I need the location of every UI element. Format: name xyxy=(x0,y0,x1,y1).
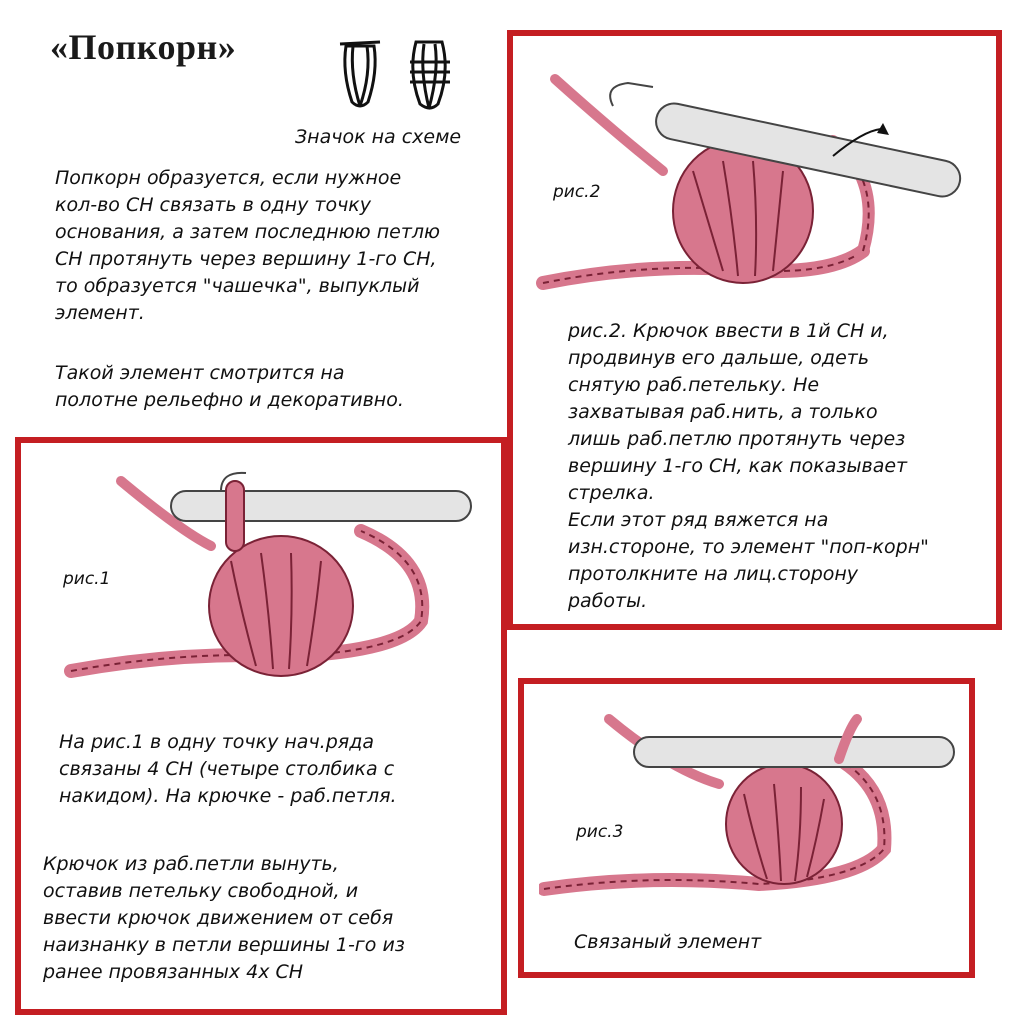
figure-3-panel xyxy=(518,678,975,978)
symbol-caption: Значок на схеме xyxy=(295,126,462,148)
figure-2-panel xyxy=(507,30,1002,630)
figure-3-label: рис.3 xyxy=(576,822,624,842)
figure-1-text: На рис.1 в одну точку нач.ряда связаны 4 СН (четыре столбика с накидом). На крючке - раб.петля. xyxy=(59,731,397,807)
intro-paragraph-2: Такой элемент смотрится на полотне рельефно и декоративно. xyxy=(55,362,404,411)
figure-1-panel xyxy=(15,437,507,1015)
popcorn-symbol-icon xyxy=(340,42,380,106)
page-title: «Попкорн» xyxy=(50,27,237,67)
figure-2-label: рис.2 xyxy=(553,182,601,202)
intro-paragraph: Попкорн образуется, если нужное кол-во СН связать в одну точку основания, а затем последнюю петлю СН протянуть через вершину 1-го СН, то образуется "чашечка", выпуклый элемент. xyxy=(55,167,441,324)
figure-3-caption: Связаный элемент xyxy=(574,931,762,953)
figure-2-illustration xyxy=(533,61,973,301)
figure-1-text-2: Крючок из раб.петли вынуть, оставив петельку свободной, и ввести крючок движением от себя наизнанку в петли вершины 1-го из ранее провязанных 4х СН xyxy=(43,853,405,983)
figure-1-illustration xyxy=(61,461,481,691)
popcorn-symbol-alt-icon xyxy=(410,42,450,108)
figure-1-label: рис.1 xyxy=(63,569,111,589)
figure-2-text: рис.2. Крючок ввести в 1й СН и, продвинув его дальше, одеть снятую раб.петельку. Не захватывая раб.нить, а только лишь раб.петлю протянуть через вершину 1-го СН, как показывает стрелка. Если этот ряд вяжется на изн.стороне, то элемент "поп-корн" протолкните на лиц.сторону работы. xyxy=(568,320,929,612)
figure-3-illustration xyxy=(539,699,964,919)
popcorn-symbol-icons xyxy=(338,32,458,114)
